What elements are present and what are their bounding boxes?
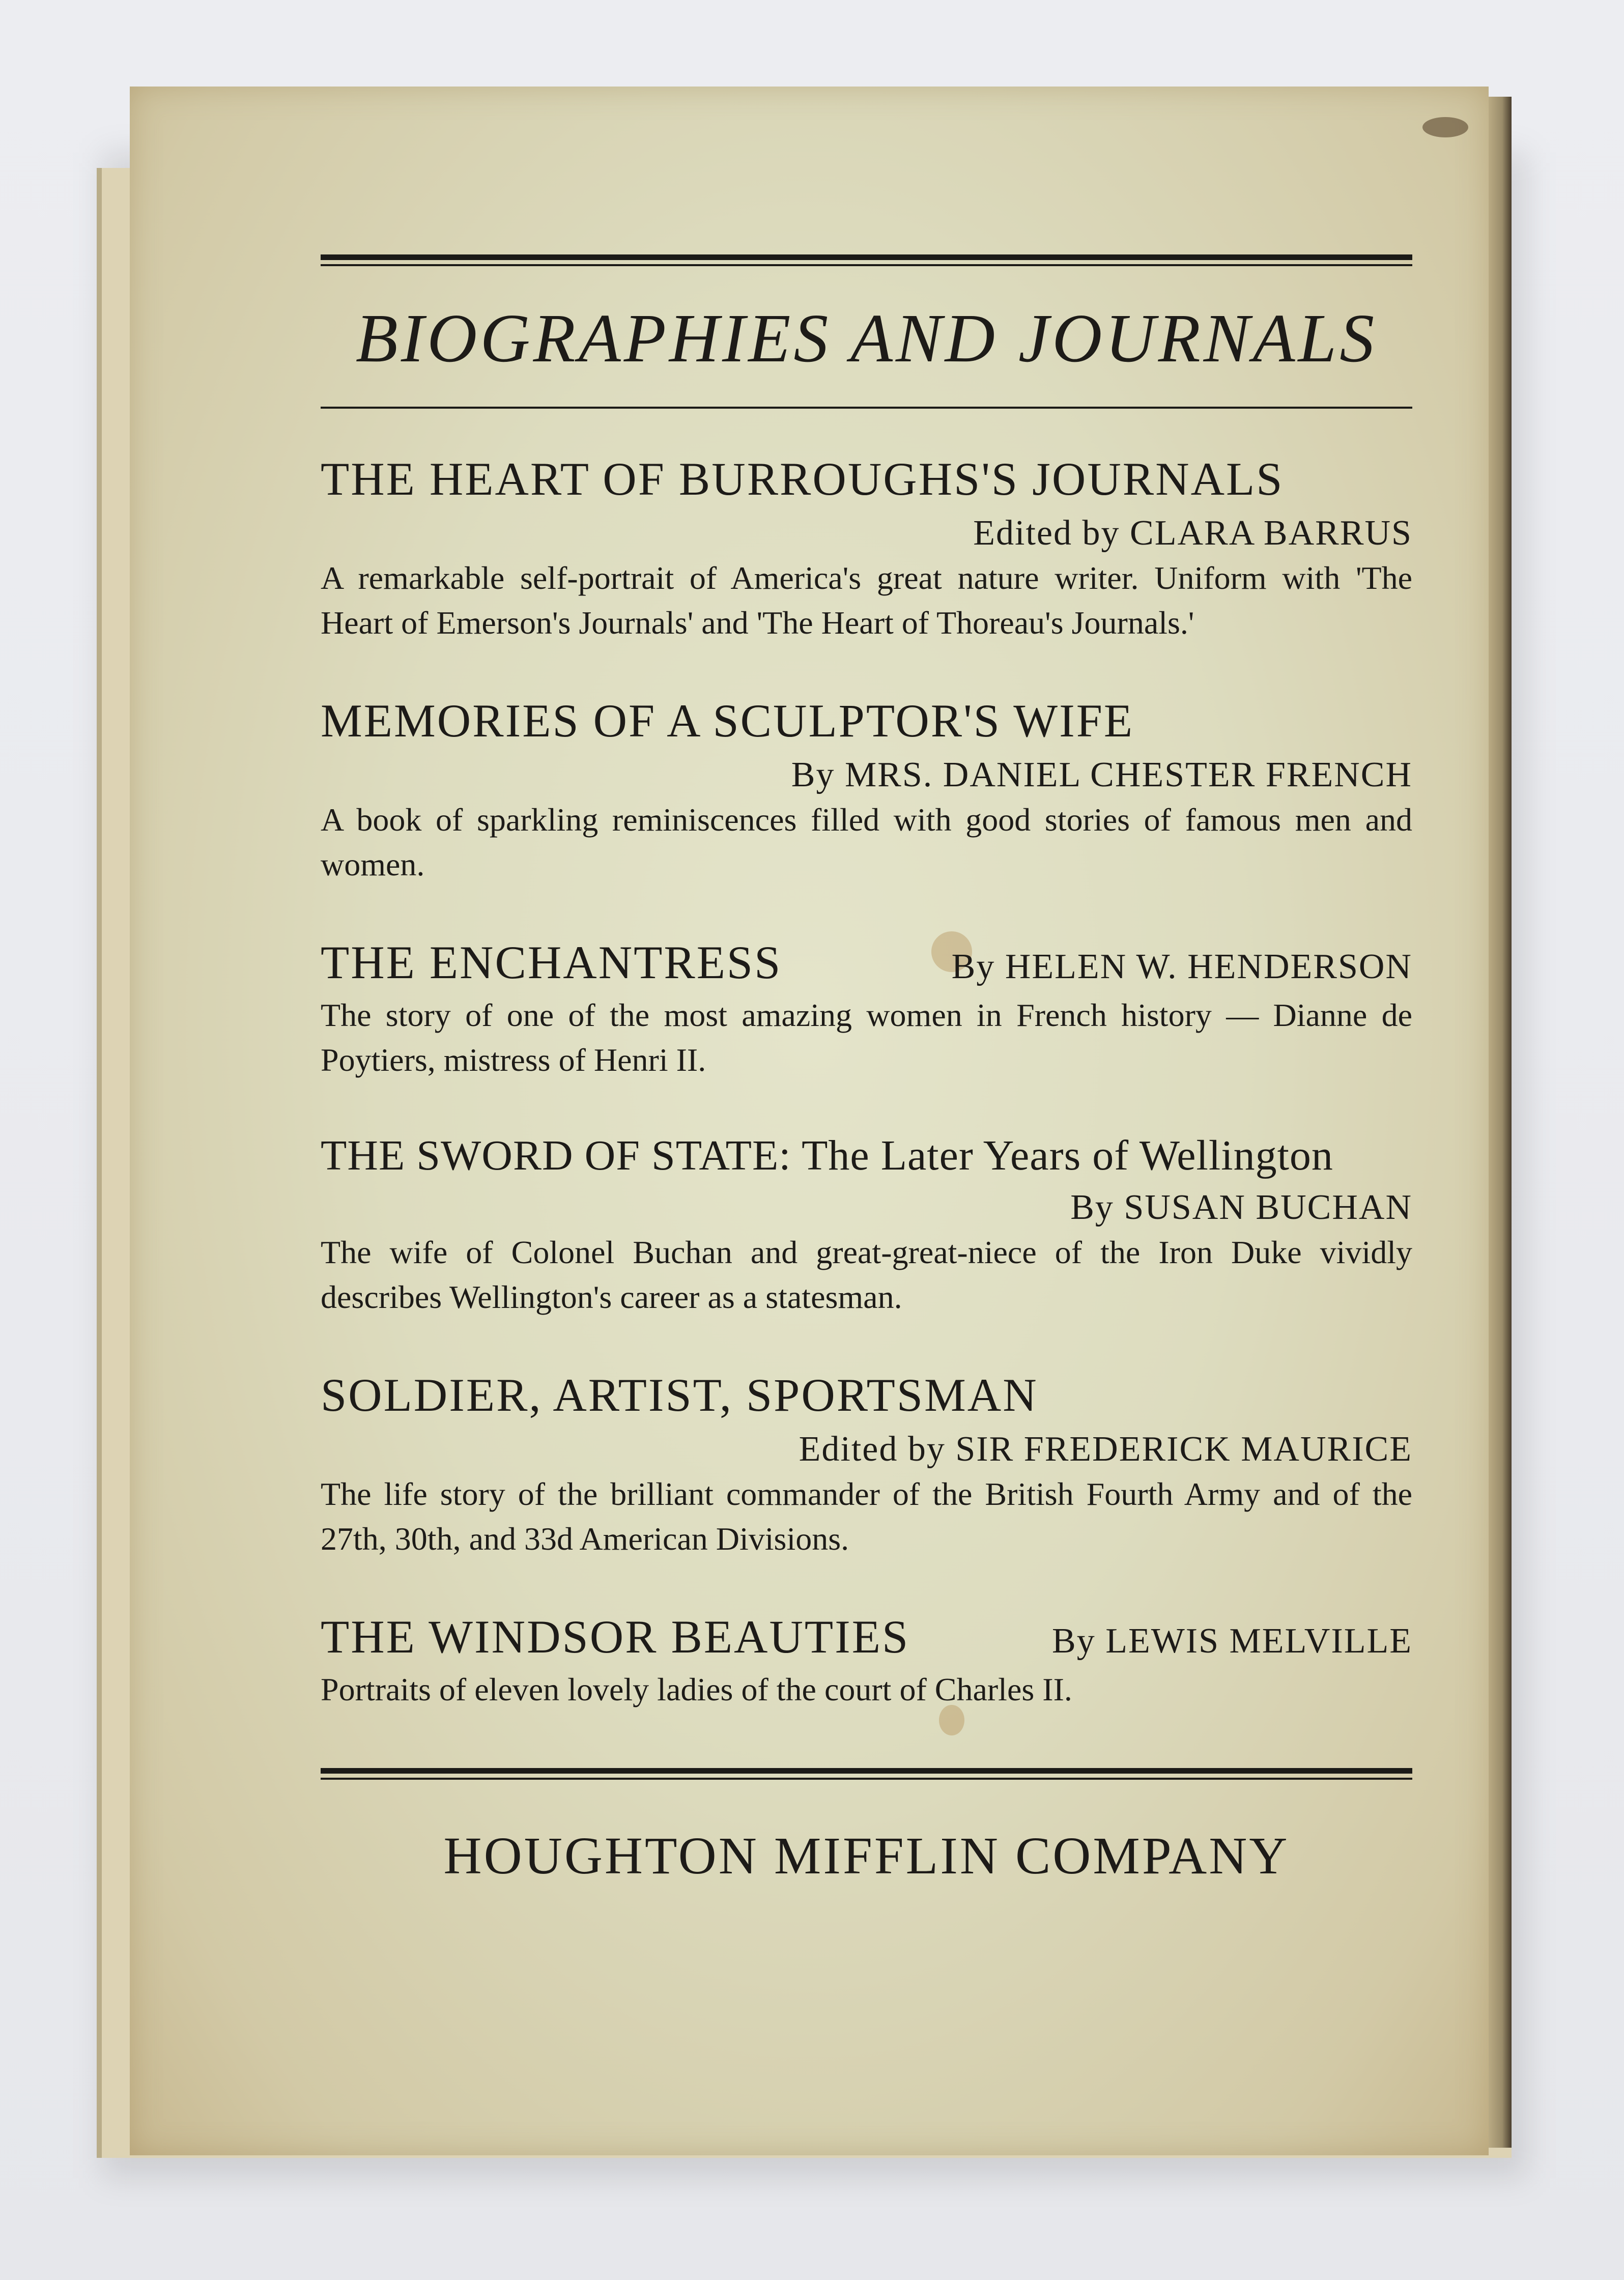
book-entry — [321, 454, 1412, 645]
book-description: Portraits of eleven lovely ladies of the court of Charles II. — [321, 1671, 1072, 1707]
publisher-name: HOUGHTON MIFFLIN COMPANY — [443, 1826, 1290, 1885]
book-byline: By SUSAN BUCHAN — [1070, 1187, 1412, 1227]
title-byline-row — [321, 938, 1412, 988]
book-byline: Edited by CLARA BARRUS — [973, 513, 1412, 553]
book-byline: Edited by SIR FREDERICK MAURICE — [799, 1429, 1412, 1469]
bottom-thin-rule — [321, 1778, 1412, 1780]
book-title: THE ENCHANTRESS — [321, 936, 782, 989]
book-entry — [321, 1371, 1412, 1561]
book-description: A book of sparkling reminiscences filled with good stories of famous men and women. — [321, 802, 1412, 883]
top-thin-rule — [321, 264, 1412, 266]
book-description: A remarkable self-portrait of America's great nature writer. Uniform with 'The Heart of Emerson's Journals' and 'The Heart of Thoreau's Journals.' — [321, 560, 1412, 641]
heading-rule — [321, 407, 1412, 409]
jacket-text-block — [321, 254, 1412, 1886]
book-description: The life story of the brilliant commander of the British Fourth Army and of the 27th, 30th, and 33d American Divisions. — [321, 1476, 1412, 1557]
bottom-double-rule — [321, 1768, 1412, 1774]
book-entry — [321, 1133, 1412, 1320]
book-title: MEMORIES OF A SCULPTOR'S WIFE — [321, 695, 1134, 747]
section-heading: BIOGRAPHIES AND JOURNALS — [355, 300, 1378, 377]
book-entry — [321, 696, 1412, 887]
foxing-spot — [1422, 117, 1468, 137]
book-title: THE HEART OF BURROUGHS'S JOURNALS — [321, 453, 1284, 505]
book-description: The wife of Colonel Buchan and great-great-niece of the Iron Duke vividly describes Wellington's career as a statesman. — [321, 1234, 1412, 1316]
book-byline: By HELEN W. HENDERSON — [951, 947, 1412, 987]
book-byline: By LEWIS MELVILLE — [1052, 1621, 1412, 1661]
book-description: The story of one of the most amazing women in French history — Dianne de Poytiers, mistress of Henri II. — [321, 996, 1412, 1078]
book-title: THE SWORD OF STATE: The Later Years of Wellington — [321, 1131, 1333, 1179]
book-entry — [321, 938, 1412, 1082]
title-byline-row — [321, 1612, 1412, 1662]
top-double-rule — [321, 254, 1412, 260]
book-byline: By MRS. DANIEL CHESTER FRENCH — [791, 755, 1412, 794]
book-entry — [321, 1612, 1412, 1712]
book-title: SOLDIER, ARTIST, SPORTSMAN — [321, 1369, 1038, 1421]
book-title: THE WINDSOR BEAUTIES — [321, 1611, 910, 1663]
